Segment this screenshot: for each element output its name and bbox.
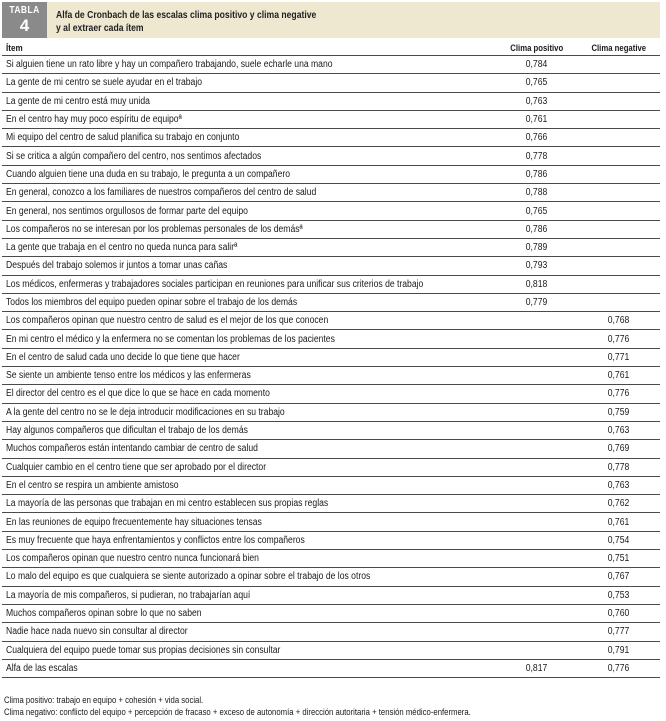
row-clima-negativo-cell: [578, 184, 660, 202]
row-clima-negativo-cell: [578, 147, 660, 165]
row-clima-positivo-cell: 0,817: [496, 659, 578, 677]
row-clima-negativo-cell: 0,791: [578, 641, 660, 659]
row-clima-negativo-cell: 0,754: [578, 531, 660, 549]
row-clima-positivo-cell: 0,789: [496, 238, 578, 256]
table-title: [56, 9, 400, 35]
row-item-cell: En mi centro el médico y la enfermera no se comentan los problemas de los pacientes: [2, 330, 496, 348]
table-row: [2, 641, 660, 659]
row-item-cell: A la gente del centro no se le deja introducir modificaciones en su trabajo: [2, 403, 496, 421]
table-row: [2, 165, 660, 183]
table-header-band: [2, 2, 660, 38]
table-row: [2, 568, 660, 586]
row-item-cell: Si alguien tiene un rato libre y hay un compañero trabajando, suele echarle una mano: [2, 56, 496, 74]
table-row: [2, 604, 660, 622]
row-clima-positivo-cell: [496, 330, 578, 348]
row-clima-positivo-cell: [496, 403, 578, 421]
row-clima-positivo-cell: [496, 348, 578, 366]
table-row: [2, 275, 660, 293]
row-clima-negativo-cell: [578, 110, 660, 128]
row-clima-positivo-cell: [496, 385, 578, 403]
table-row: [2, 293, 660, 311]
column-header-clima-negativo: Clima negative: [578, 42, 660, 56]
row-clima-negativo-cell: 0,767: [578, 568, 660, 586]
row-clima-negativo-cell: 0,776: [578, 659, 660, 677]
row-clima-negativo-cell: 0,768: [578, 312, 660, 330]
table-row: [2, 330, 660, 348]
row-item-cell: En general, nos sentimos orgullosos de formar parte del equipo: [2, 202, 496, 220]
table-row: [2, 421, 660, 439]
table-row: [2, 238, 660, 256]
table-row: [2, 74, 660, 92]
table-row: [2, 385, 660, 403]
table-row: [2, 458, 660, 476]
row-item-cell: El director del centro es el que dice lo que se hace en cada momento: [2, 385, 496, 403]
row-item-cell: Cualquier cambio en el centro tiene que ser aprobado por el director: [2, 458, 496, 476]
row-clima-positivo-cell: 0,765: [496, 202, 578, 220]
row-item-cell: En el centro de salud cada uno decide lo que tiene que hacer: [2, 348, 496, 366]
row-item-cell: Cualquiera del equipo puede tomar sus propias decisiones sin consultar: [2, 641, 496, 659]
row-item-cell: En las reuniones de equipo frecuentemente hay situaciones tensas: [2, 513, 496, 531]
table-row: [2, 531, 660, 549]
row-clima-positivo-cell: [496, 550, 578, 568]
table-row: [2, 623, 660, 641]
row-item-cell: Los compañeros opinan que nuestro centro nunca funcionará bien: [2, 550, 496, 568]
row-item-cell: Es muy frecuente que haya enfrentamientos y conflictos entre los compañeros: [2, 531, 496, 549]
table-row: [2, 550, 660, 568]
row-clima-negativo-cell: [578, 257, 660, 275]
table-row: [2, 110, 660, 128]
row-clima-negativo-cell: 0,753: [578, 586, 660, 604]
row-clima-negativo-cell: [578, 238, 660, 256]
row-clima-positivo-cell: 0,818: [496, 275, 578, 293]
table-row: [2, 586, 660, 604]
table-row: [2, 403, 660, 421]
row-item-cell: En el centro se respira un ambiente amistoso: [2, 476, 496, 494]
table-row: [2, 147, 660, 165]
row-clima-positivo-cell: [496, 531, 578, 549]
row-clima-negativo-cell: 0,763: [578, 476, 660, 494]
row-item-cell: Los médicos, enfermeras y trabajadores sociales participan en reuniones para unificar sus criterios de trabajo: [2, 275, 496, 293]
table-row: [2, 513, 660, 531]
table-row: [2, 184, 660, 202]
row-clima-positivo-cell: [496, 440, 578, 458]
row-clima-negativo-cell: 0,761: [578, 367, 660, 385]
row-item-cell: Se siente un ambiente tenso entre los médicos y las enfermeras: [2, 367, 496, 385]
column-header-item: Ítem: [2, 42, 496, 56]
row-item-cell: Muchos compañeros opinan sobre lo que no saben: [2, 604, 496, 622]
row-item-cell: La gente de mi centro se suele ayudar en el trabajo: [2, 74, 496, 92]
row-item-cell: La mayoría de mis compañeros, si pudieran, no trabajarían aquí: [2, 586, 496, 604]
row-item-cell: Muchos compañeros están intentando cambiar de centro de salud: [2, 440, 496, 458]
row-clima-positivo-cell: 0,766: [496, 129, 578, 147]
row-clima-positivo-cell: [496, 312, 578, 330]
row-clima-negativo-cell: [578, 74, 660, 92]
row-clima-positivo-cell: 0,786: [496, 220, 578, 238]
column-header-row: [2, 42, 660, 56]
row-item-cell: Nadie hace nada nuevo sin consultar al director: [2, 623, 496, 641]
table-row: [2, 440, 660, 458]
table-row: [2, 92, 660, 110]
row-item-cell: En el centro hay muy poco espíritu de equipoª: [2, 110, 496, 128]
row-clima-negativo-cell: [578, 293, 660, 311]
row-clima-negativo-cell: [578, 92, 660, 110]
footnote-clima-positivo: Clima positivo: trabajo en equipo + cohesión + vida social.: [4, 695, 204, 705]
row-item-cell: Si se critica a algún compañero del centro, nos sentimos afectados: [2, 147, 496, 165]
row-clima-negativo-cell: 0,751: [578, 550, 660, 568]
row-clima-negativo-cell: 0,769: [578, 440, 660, 458]
row-item-cell: Mi equipo del centro de salud planifica su trabajo en conjunto: [2, 129, 496, 147]
row-item-cell: Los compañeros no se interesan por los problemas personales de los demásª: [2, 220, 496, 238]
row-clima-negativo-cell: 0,777: [578, 623, 660, 641]
row-clima-positivo-cell: [496, 495, 578, 513]
row-clima-negativo-cell: 0,771: [578, 348, 660, 366]
cronbach-table: [2, 42, 660, 678]
tabla-label: TABLA: [9, 5, 40, 16]
row-clima-positivo-cell: 0,788: [496, 184, 578, 202]
row-clima-positivo-cell: 0,786: [496, 165, 578, 183]
row-clima-negativo-cell: 0,776: [578, 330, 660, 348]
row-clima-positivo-cell: [496, 421, 578, 439]
row-clima-negativo-cell: [578, 220, 660, 238]
table-row: [2, 56, 660, 74]
column-header-clima-positivo: Clima positivo: [496, 42, 578, 56]
row-clima-negativo-cell: [578, 165, 660, 183]
row-clima-negativo-cell: [578, 275, 660, 293]
row-item-cell: Todos los miembros del equipo pueden opinar sobre el trabajo de los demás: [2, 293, 496, 311]
row-item-cell: Los compañeros opinan que nuestro centro de salud es el mejor de los que conocen: [2, 312, 496, 330]
table-title-line1: Alfa de Cronbach de las escalas clima positivo y clima negative: [56, 9, 317, 21]
row-clima-positivo-cell: [496, 568, 578, 586]
row-item-cell: Después del trabajo solemos ir juntos a tomar unas cañas: [2, 257, 496, 275]
footnote-clima-negativo: Clima negativo: conflicto del equipo + percepción de fracaso + exceso de autonomía + dirección autoritaria + tensión médico-enfermera.: [4, 707, 471, 717]
row-item-cell: Hay algunos compañeros que dificultan el trabajo de los demás: [2, 421, 496, 439]
table-row: [2, 367, 660, 385]
row-clima-negativo-cell: [578, 56, 660, 74]
row-clima-positivo-cell: [496, 586, 578, 604]
row-clima-negativo-cell: 0,761: [578, 513, 660, 531]
table-row: [2, 202, 660, 220]
table-row: [2, 476, 660, 494]
table-body: [2, 56, 660, 678]
table-row: [2, 348, 660, 366]
row-clima-negativo-cell: 0,776: [578, 385, 660, 403]
row-clima-positivo-cell: 0,763: [496, 92, 578, 110]
row-clima-positivo-cell: 0,778: [496, 147, 578, 165]
row-item-cell: Alfa de las escalas: [2, 659, 496, 677]
row-clima-positivo-cell: 0,761: [496, 110, 578, 128]
tabla-number: 4: [19, 16, 30, 35]
table-row: [2, 312, 660, 330]
row-clima-positivo-cell: 0,793: [496, 257, 578, 275]
row-clima-positivo-cell: [496, 513, 578, 531]
row-clima-positivo-cell: [496, 458, 578, 476]
row-clima-negativo-cell: 0,762: [578, 495, 660, 513]
footnotes: [4, 694, 654, 718]
row-clima-positivo-cell: [496, 476, 578, 494]
table-row-total: [2, 659, 660, 677]
row-clima-negativo-cell: 0,763: [578, 421, 660, 439]
row-clima-positivo-cell: [496, 641, 578, 659]
row-item-cell: En general, conozco a los familiares de nuestros compañeros del centro de salud: [2, 184, 496, 202]
row-clima-negativo-cell: 0,760: [578, 604, 660, 622]
row-clima-positivo-cell: [496, 604, 578, 622]
table-row: [2, 129, 660, 147]
row-clima-positivo-cell: [496, 367, 578, 385]
row-clima-positivo-cell: 0,779: [496, 293, 578, 311]
tabla-badge: [2, 2, 47, 38]
row-clima-negativo-cell: 0,759: [578, 403, 660, 421]
row-clima-positivo-cell: 0,765: [496, 74, 578, 92]
row-item-cell: La mayoría de las personas que trabajan en mi centro establecen sus propias reglas: [2, 495, 496, 513]
row-item-cell: Cuando alguien tiene una duda en su trabajo, le pregunta a un compañero: [2, 165, 496, 183]
row-clima-negativo-cell: [578, 202, 660, 220]
table-row: [2, 257, 660, 275]
row-clima-positivo-cell: [496, 623, 578, 641]
table-row: [2, 220, 660, 238]
row-clima-negativo-cell: [578, 129, 660, 147]
row-clima-positivo-cell: 0,784: [496, 56, 578, 74]
row-item-cell: La gente que trabaja en el centro no queda nunca para salirª: [2, 238, 496, 256]
table-title-line2: y al extraer cada ítem: [56, 22, 144, 34]
table-row: [2, 495, 660, 513]
row-clima-negativo-cell: 0,778: [578, 458, 660, 476]
row-item-cell: La gente de mi centro está muy unida: [2, 92, 496, 110]
row-item-cell: Lo malo del equipo es que cualquiera se siente autorizado a opinar sobre el trabajo de los otros: [2, 568, 496, 586]
